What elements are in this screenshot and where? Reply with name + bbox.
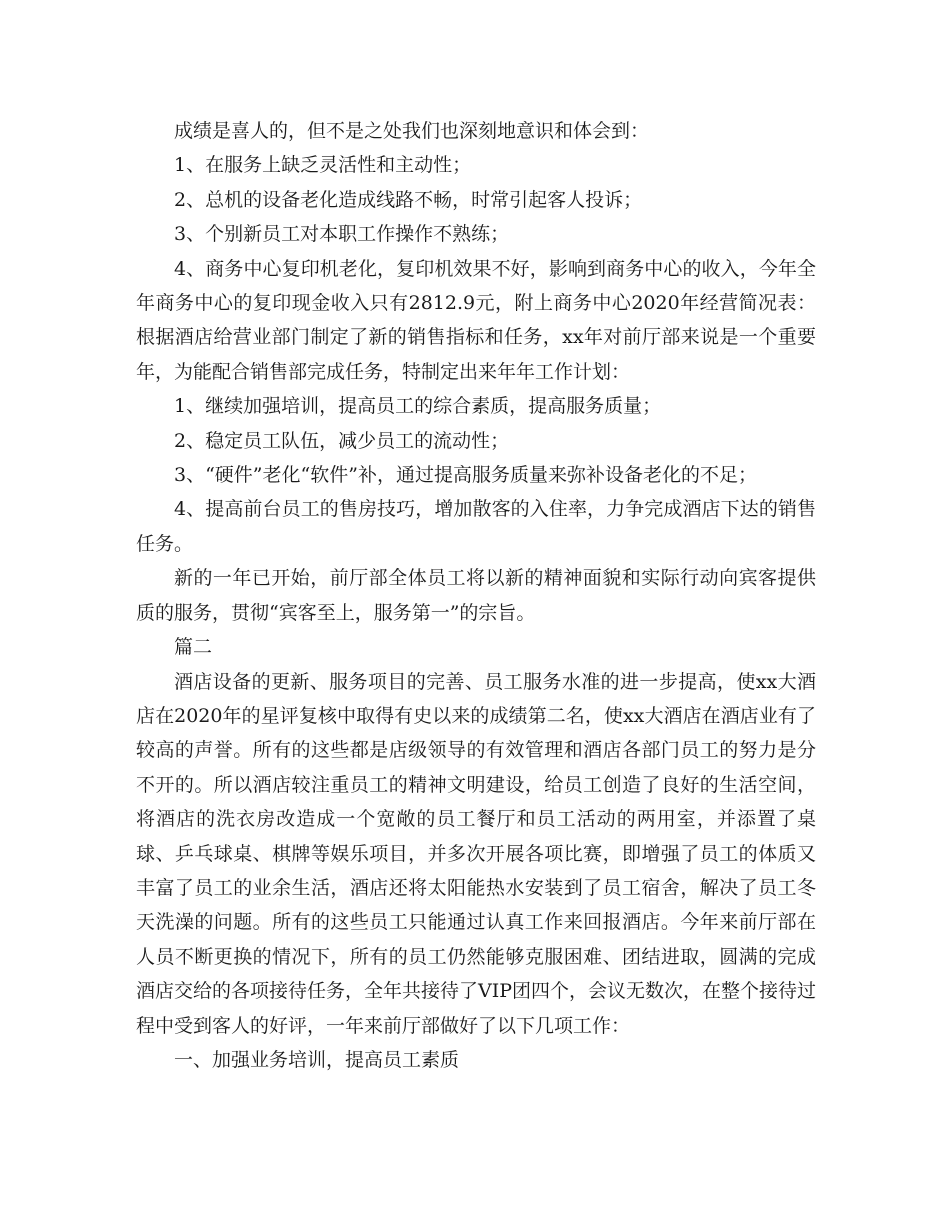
paragraph-plan-3: 3、“硬件”老化“软件”补，通过提高服务质量来弥补设备老化的不足； [174,464,757,487]
paragraph-plan-1: 1、继续加强培训，提高员工的综合素质，提高服务质量； [174,395,662,418]
paragraph-new-year: 新的一年已开始，前厅部全体员工将以新的精神面貌和实际行动向宾客提供质的服务，贯彻“宾客至上，服务第一”的宗旨。 [136,567,816,624]
paragraph-issue-3: 3、个别新员工对本职工作操作不熟练； [174,223,510,246]
paragraph-hotel-summary: 酒店设备的更新、服务项目的完善、员工服务水准的进一步提高，使xx大酒店在2020年的星评复核中取得有史以来的成绩第二名，使xx大酒店在酒店业有了较高的声誉。所有的这些都是店级领导的有效管理和酒店各部门员工的努力是分不开的。所以酒店较注重员工的精神文明建设，给员工创造了良好的生活空间，将酒店的洗衣房改造成一个宽敞的员工餐厅和员工活动的两用室，并添置了桌球、乒乓球桌、棋牌等娱乐项目，并多次开展各项比赛，即增强了员工的体质又丰富了员工的业余生活，酒店还将太阳能热水安装到了员工宿舍，解决了员工冬天洗澡的问题。所有的这些员工只能通过认真工作来回报酒店。今年来前厅部在人员不断更换的情况下，所有的员工仍然能够克服困难、团结进取，圆满的完成酒店交给的各项接待任务，全年共接待了VIP团四个，会议无数次，在整个接待过程中受到客人的好评，一年来前厅部做好了以下几项工作： [136,670,817,1037]
paragraph-issue-2: 2、总机的设备老化造成线路不畅，时常引起客人投诉； [174,188,643,211]
paragraph-issue-4: 4、商务中心复印机老化，复印机效果不好，影响到商务中心的收入，今年全年商务中心的复印现金收入只有2812.9元，附上商务中心2020年经营简况表：根据酒店给营业部门制定了新的销售指标和任务，xx年对前厅部来说是一个重要年，为能配合销售部完成任务，特制定出来年年工作计划： [136,257,816,383]
paragraph-plan-2: 2、稳定员工队伍，减少员工的流动性； [174,429,510,452]
document-body [136,114,816,1077]
section-heading-part-two: 篇二 [174,636,213,659]
paragraph-issue-1: 1、在服务上缺乏灵活性和主动性； [174,154,472,177]
paragraph-plan-4: 4、提高前台员工的售房技巧，增加散客的入住率，力争完成酒店下达的销售任务。 [136,498,816,555]
paragraph-intro: 成绩是喜人的，但不是之处我们也深刻地意识和体会到： [174,120,650,142]
subheading-training: 一、加强业务培训，提高员工素质 [174,1048,460,1071]
